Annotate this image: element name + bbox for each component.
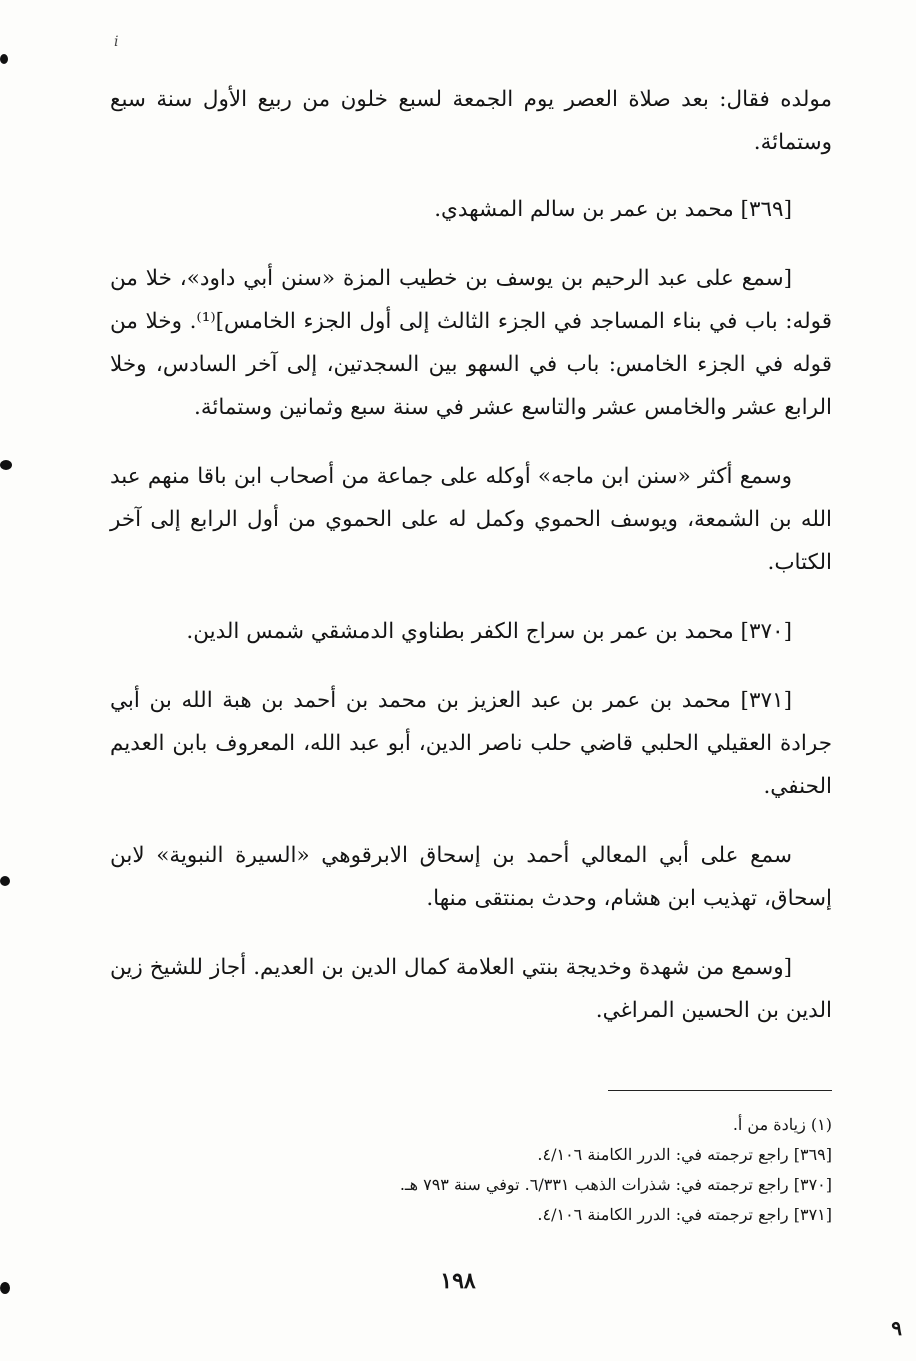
footnote-371: [٣٧١] راجع ترجمته في: الدرر الكامنة ٤/١٠٦. [537, 1205, 832, 1224]
entry-371-body-1: سمع على أبي المعالي أحمد بن إسحاق الابرقوهي «السيرة النبوية» لابن إسحاق، تهذيب ابن هشام، وحدث بمنتقى منها. [110, 843, 832, 911]
entry-369-body-1: [سمع على عبد الرحيم بن يوسف بن خطيب المزة «سنن أبي داود»، خلا من قوله: باب في بناء المساجد في الجزء الثالث إلى أول الجزء الخامس]⁽¹⁾. وخلا من قوله في الجزء الخامس: باب في السهو بين السجدتين، إلى آخر السادس، وخلا الرابع عشر والخامس عشر والتاسع عشر في سنة سبع وثمانين وستمائة. [110, 266, 833, 420]
entry-370-heading: [٣٧٠] محمد بن عمر بن سراج الكفر بطناوي الدمشقي شمس الدين. [186, 619, 792, 644]
footnote-separator [608, 1090, 832, 1091]
binding-hole-mark [0, 54, 8, 64]
footnote-370: [٣٧٠] راجع ترجمته في: شذرات الذهب ٦/٣٣١. توفي سنة ٧٩٣ هـ. [399, 1175, 832, 1194]
binding-hole-mark [0, 460, 12, 470]
footnotes [300, 1110, 832, 1230]
entry-369-heading: [٣٦٩] محمد بن عمر بن سالم المشهدي. [434, 197, 792, 222]
entry-369-body-2: وسمع أكثر «سنن ابن ماجه» أوكله على جماعة من أصحاب ابن باقا منهم عبد الله بن الشمعة، ويوسف الحموي وكمل له على الحموي من أول الرابع إلى آخر الكتاب. [110, 464, 832, 575]
page-number: ١٩٨ [440, 1268, 476, 1294]
binding-hole-mark [0, 1282, 10, 1294]
paragraph-birth: مولده فقال: بعد صلاة العصر يوم الجمعة لسبع خلون من ربيع الأول سنة سبع وستمائة. [110, 87, 832, 155]
footnote-1: (١) زيادة من أ. [732, 1115, 832, 1134]
entry-371-heading: [٣٧١] محمد بن عمر بن عبد العزيز بن محمد بن أحمد بن هبة الله بن أبي جرادة العقيلي الحلبي قاضي حلب ناصر الدين، أبو عبد الله، المعروف بابن العديم الحنفي. [110, 688, 832, 799]
entry-371-body-2: [وسمع من شهدة وخديجة بنتي العلامة كمال الدين بن العديم. أجاز للشيخ زين الدين بن الحسين المراغي. [110, 955, 832, 1023]
binding-hole-mark [0, 876, 10, 886]
margin-mark: i [114, 34, 119, 50]
main-text [110, 78, 832, 1032]
corner-mark: ٩ [891, 1316, 902, 1340]
footnote-369: [٣٦٩] راجع ترجمته في: الدرر الكامنة ٤/١٠٦. [537, 1145, 832, 1164]
